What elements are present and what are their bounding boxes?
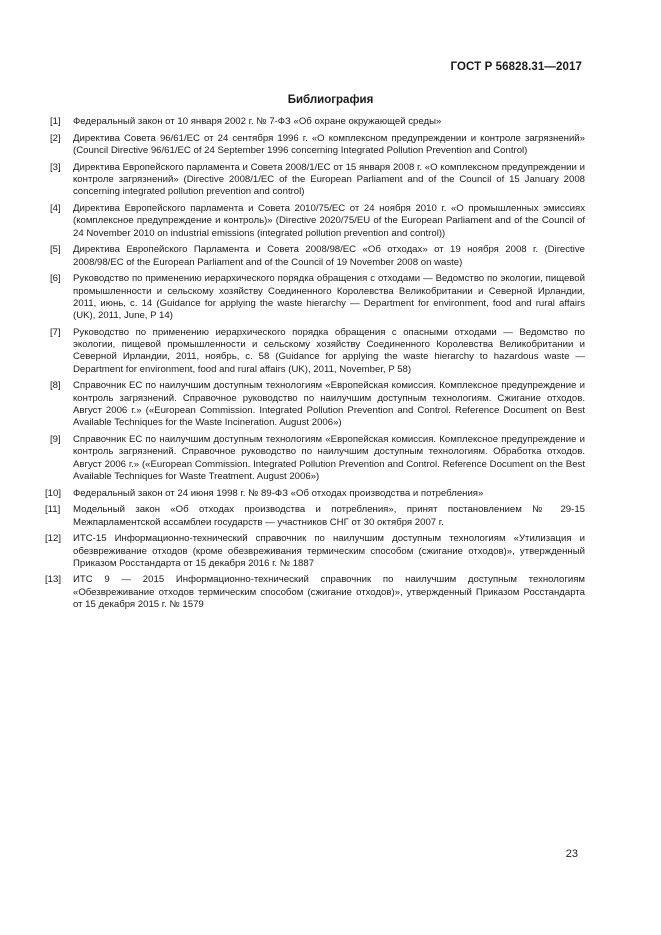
reference-item [50, 273, 585, 322]
reference-text: Справочник ЕС по наилучшим доступным технологиям «Европейская комиссия. Комплексное предупреждение и контроль загрязнений. Справочное руководство по наилучшим доступным технологиям. Сжигание отходов. Август 2006 г.» («European Commission. Integrated Pollution Prevention and Control. Reference Document on Best Available Techniques for the Waste Incineration. August 2006») [73, 380, 585, 429]
reference-number: [3] [50, 161, 61, 173]
reference-text: Директива Европейского Парламента и Совета 2008/98/ЕС «Об отходах» от 19 ноября 2008 г. (Directive 2008/98/EC of the European Parliament and of the Council of 19 November 2008 on waste) [73, 244, 585, 268]
reference-number: [12] [45, 533, 62, 545]
reference-text: Справочник ЕС по наилучшим доступным технологиям «Европейская комиссия. Комплексное предупреждение и контроль загрязнений. Справочное руководство по наилучшим доступным технологиям. Обработка отходов. Август 2006 г.» («European Commission. Integrated Pollution Prevention and Control. Reference Document on the Best Available Techniques for Waste Treatment. August 2006») [73, 433, 585, 482]
bibliography-title: Библиография [287, 94, 374, 106]
reference-text: Директива Европейского парламента и Совета 2008/1/ЕС от 15 января 2008 г. «О комплексном предупреждении и контроле загрязнений» (Directive 2008/1/EC of the European Parliament and of the Council of 15 January 2008 concerning integrated pollution prevention and control) [73, 161, 585, 198]
reference-number: [5] [50, 244, 61, 256]
reference-text: Модельный закон «Об отходах производства и потребления», принят постановлением № 29-15 Межпарламентской ассамблеи государств — участников СНГ от 30 октября 2007 г. [73, 504, 585, 528]
reference-number: [1] [50, 116, 61, 127]
reference-text: Директива Совета 96/61/ЕС от 24 сентября 1996 г. «О комплексном предупреждении и контроле загрязнений» (Council Directive 96/61/EC of 24 September 1996 concerning Integrated Pollution Prevention and Control) [73, 132, 585, 156]
reference-text: Руководство по применению иерархического порядка обращения с отходами — Ведомство по экологии, пищевой промышленности и сельскому хозяйству Соединенного Королевства Великобритании и Северной Ирландии, 2011, июнь, с. 14 (Guidance for applying the waste hierarchy — Department for environment, food and rural affairs (UK), 2011, June, P 14) [73, 273, 585, 322]
reference-number: [7] [50, 326, 61, 338]
reference-text: Руководство по применению иерархического порядка обращения с опасными отходами — Ведомство по экологии, пищевой промышленности и сельскому хозяйству Соединенного Королевства Великобритании и Северной Ирландии, 2011, ноябрь, с. 58 (Guidance for applying the waste hierarchy to hazardous waste — Department for environment, food and rural affairs (UK), 2011, November, P 58) [73, 326, 585, 375]
reference-text: Федеральный закон от 10 января 2002 г. № 7-ФЗ «Об охране окружающей среды» [73, 116, 442, 127]
reference-number: [6] [50, 273, 61, 285]
reference-number: [2] [50, 132, 61, 144]
reference-item [50, 133, 585, 158]
reference-item [45, 504, 585, 529]
reference-item [50, 244, 585, 269]
reference-item [50, 116, 585, 128]
reference-number: [13] [45, 574, 62, 586]
reference-number: [8] [50, 380, 61, 392]
page-number: 23 [565, 848, 578, 860]
reference-number: [4] [50, 202, 61, 214]
reference-item [50, 327, 585, 376]
reference-list [45, 116, 585, 616]
reference-item [50, 380, 585, 429]
reference-item [50, 434, 585, 483]
reference-text: ИТС-15 Информационно-технический справочник по наилучшим доступным технологиям «Утилизация и обезвреживание отходов (кроме обезвреживания термическим способом (сжигание отходов)», утвержденный Приказом Росстандарта от 15 декабря 2016 г. № 1887 [73, 533, 585, 569]
reference-text: Директива Европейского парламента и Совета 2010/75/ЕС от 24 ноября 2010 г. «О промышленных эмиссиях (комплексное предупреждение и контроль)» (Directive 2020/75/EU of the European Parliament and of the Council of 24 November 2010 on industrial emissions (integrated pollution prevention and control)) [73, 202, 585, 239]
reference-item [45, 533, 585, 570]
reference-item [50, 162, 585, 199]
reference-item [45, 574, 585, 611]
reference-item [45, 487, 585, 500]
reference-number: [9] [50, 433, 61, 445]
document-code-header: ГОСТ Р 56828.31—2017 [450, 61, 582, 73]
reference-number: [11] [45, 504, 61, 516]
reference-text: ИТС 9 — 2015 Информационно-технический справочник по наилучшим доступным технологиям «Обезвреживание отходов термическим способом (сжигание отходов)», утвержденный Приказом Росстандарта от 15 декабря 2015 г. № 1579 [73, 574, 585, 611]
reference-text: Федеральный закон от 24 июня 1998 г. № 89-ФЗ «Об отходах производства и потребления» [73, 487, 484, 499]
reference-item [50, 203, 585, 240]
reference-number: [10] [45, 487, 62, 499]
